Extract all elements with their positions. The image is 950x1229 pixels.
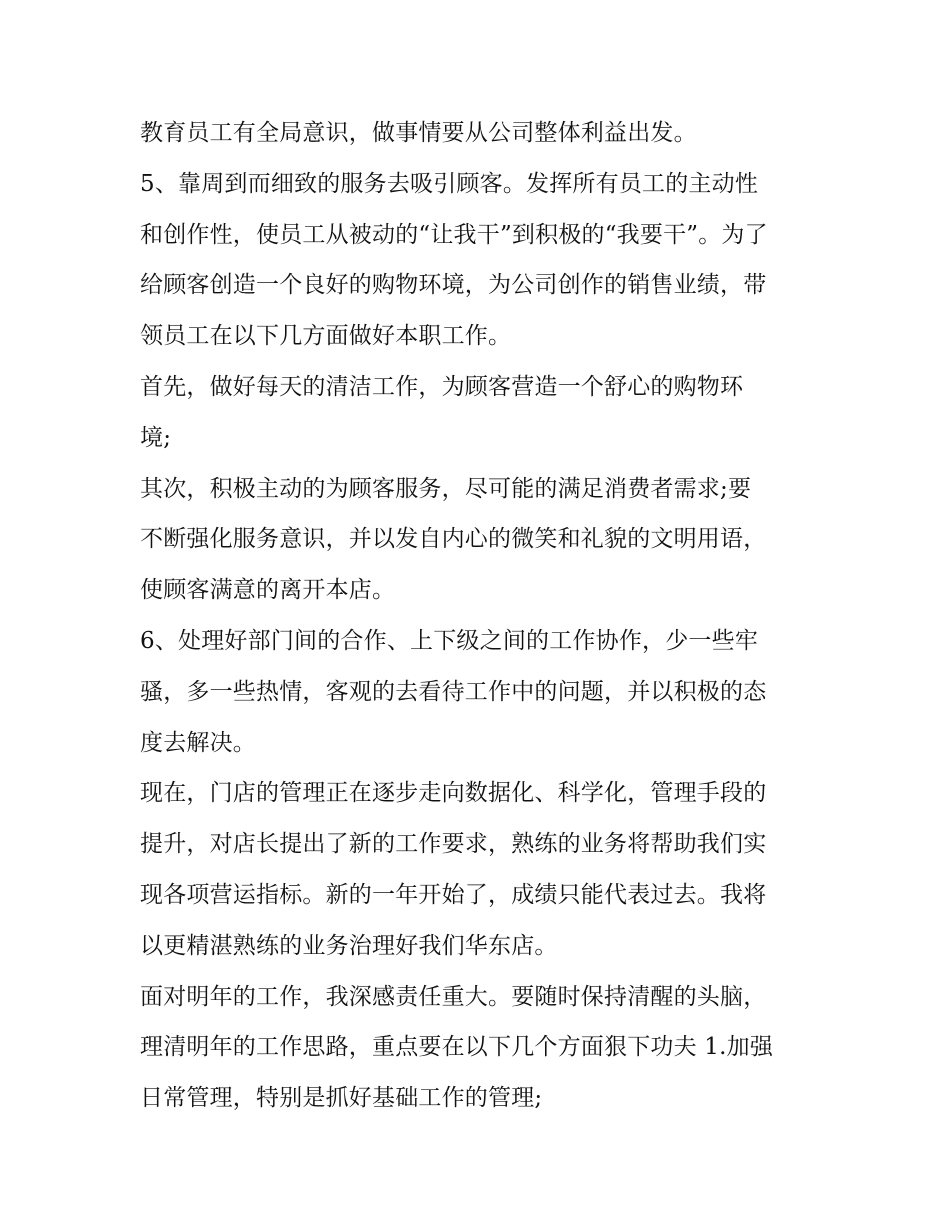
text-line: 领员工在以下几方面做好本职工作。 — [140, 323, 512, 350]
text-line: 首先，做好每天的清洁工作，为顾客营造一个舒心的购物环 — [140, 373, 744, 400]
text-line: 境; — [140, 424, 172, 451]
text-line: 度去解决。 — [140, 729, 256, 756]
text-line: 使顾客满意的离开本店。 — [140, 577, 396, 604]
text-line: 提升，对店长提出了新的工作要求，熟练的业务将帮助我们实 — [140, 831, 767, 858]
document-body — [140, 108, 820, 1124]
text-line: 其次，积极主动的为顾客服务，尽可能的满足消费者需求;要 — [140, 475, 752, 502]
text-line: 和创作性，使员工从被动的“让我干”到积极的“我要干”。为了 — [140, 221, 768, 248]
text-line: 教育员工有全局意识，做事情要从公司整体利益出发。 — [140, 120, 697, 146]
text-line: 给顾客创造一个良好的购物环境，为公司创作的销售业绩，带 — [140, 272, 767, 299]
text-line: 6、处理好部门间的合作、上下级之间的工作协作，少一些牢 — [140, 627, 759, 654]
text-line: 面对明年的工作，我深感责任重大。要随时保持清醒的头脑， — [140, 983, 767, 1010]
text-line: 日常管理，特别是抓好基础工作的管理; — [140, 1085, 543, 1112]
text-line: 以更精湛熟练的业务治理好我们华东店。 — [140, 932, 558, 959]
text-line: 5、靠周到而细致的服务去吸引顾客。发挥所有员工的主动性 — [140, 170, 759, 197]
text-line: 现在，门店的管理正在逐步走向数据化、科学化，管理手段的 — [140, 780, 767, 807]
text-line: 不断强化服务意识，并以发自内心的微笑和礼貌的文明用语， — [140, 526, 767, 553]
text-line: 现各项营运指标。新的一年开始了，成绩只能代表过去。我将 — [140, 881, 767, 908]
text-line: 理清明年的工作思路，重点要在以下几个方面狠下功夫 1.加强 — [140, 1034, 774, 1061]
text-line: 骚，多一些热情，客观的去看待工作中的问题，并以积极的态 — [140, 678, 767, 705]
